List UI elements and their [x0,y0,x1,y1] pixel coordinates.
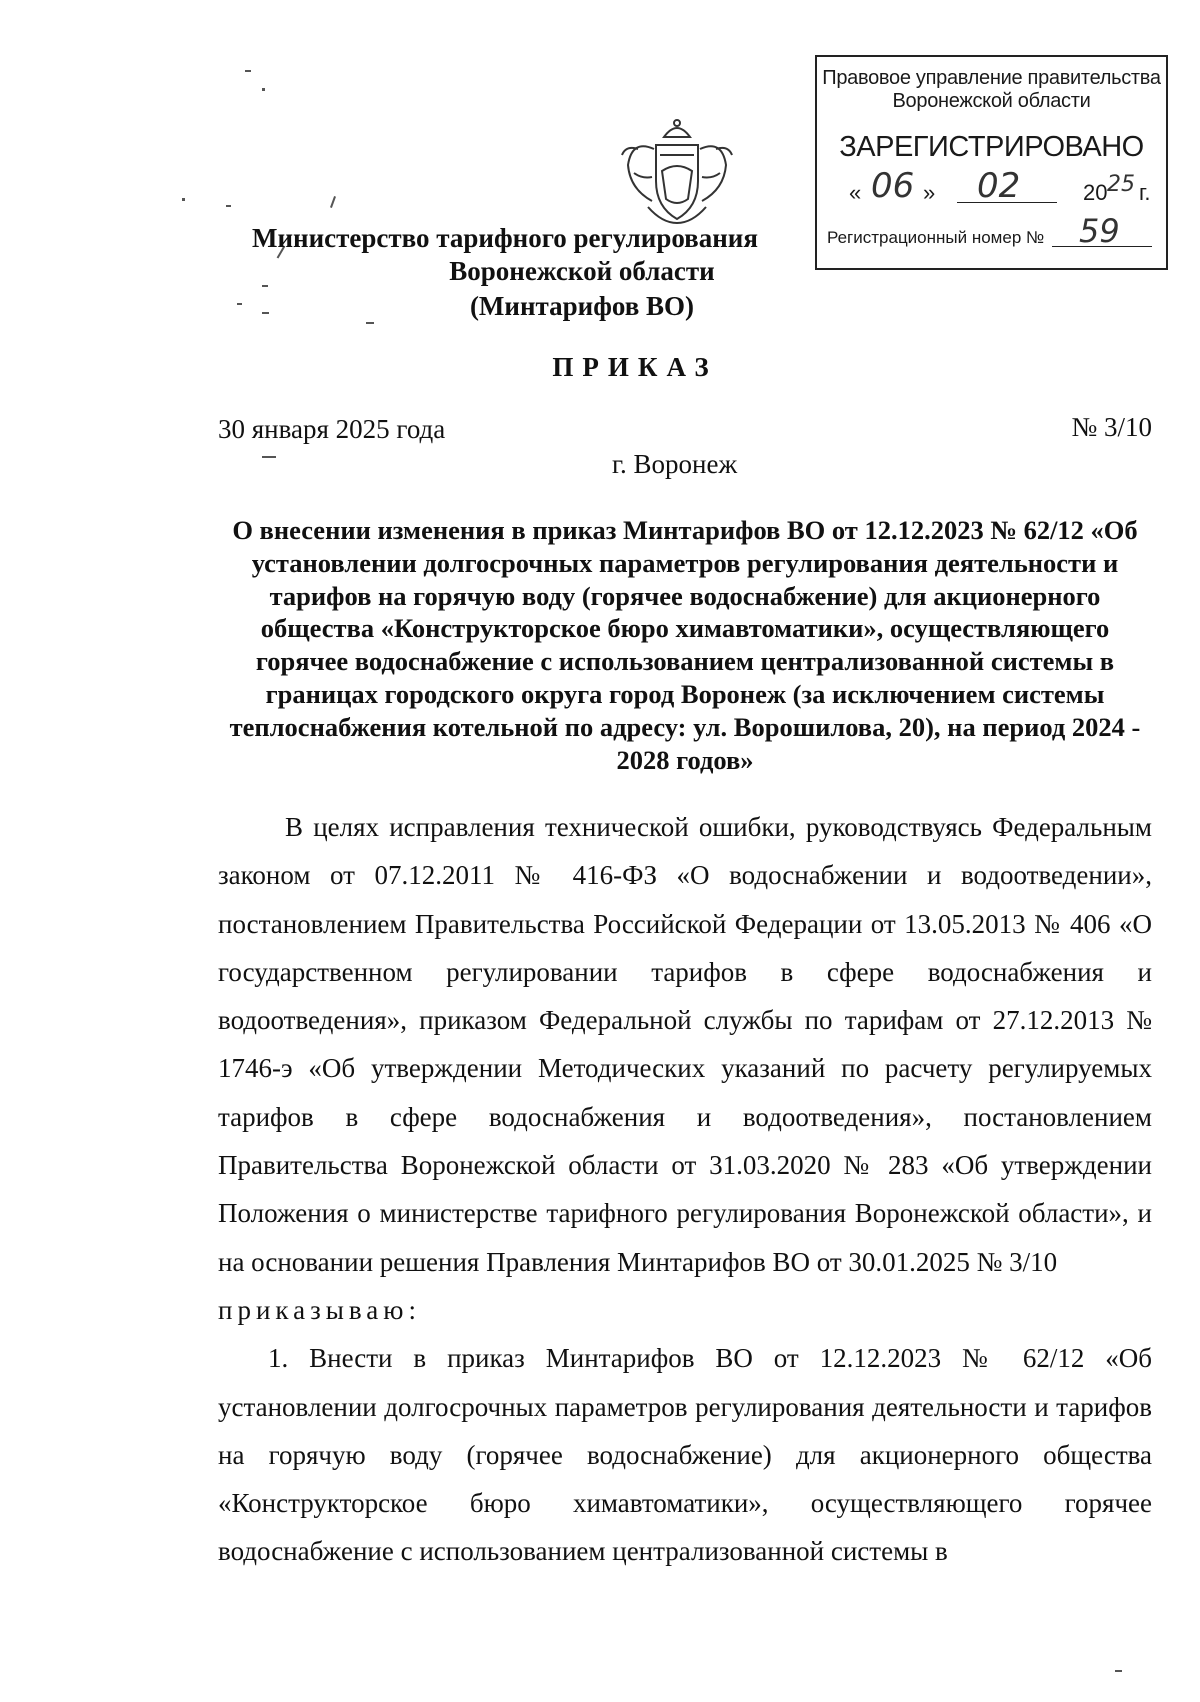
stamp-quote-close: » [923,180,936,205]
order-item-1: 1. Внести в приказ Минтарифов ВО от 12.12.2023 № 62/12 «Об установлении долгосрочных параметров регулирования деятельности и тарифов на горячую воду (горячее водоснабжение) для акционерного общества «Конструкторское бюро химавтоматики», осуществляющего горячее водоснабжение с использованием централизованной системы в [218,1343,1152,1567]
stamp-year-suffix: г. [1139,180,1151,205]
org-name-line2: Воронежской области [449,256,715,286]
document-title: О внесении изменения в приказ Минтарифов ВО от 12.12.2023 № 62/12 «Об установлении долгосрочных параметров регулирования деятельности и тарифов на горячую воду (горячее водоснабжение) для акционерного общества «Конструкторское бюро химавтоматики», осуществляющего горячее водоснабжение с использованием централизованной системы в границах городского округа город Воронеж (за исключением системы теплоснабжения котельной по адресу: ул. Ворошилова, 20), на период 2024 - 2028 годов» [229,515,1141,775]
org-short-name: (Минтарифов ВО) [469,291,695,321]
scan-speck [1115,1670,1122,1672]
stamp-month-handwritten: 02 [977,166,1021,206]
document-city: г. Воронеж [612,449,738,479]
scan-speck [226,205,231,207]
document-type: ПРИКАЗ [552,352,718,382]
scan-speck [262,88,265,91]
stamp-day-handwritten: 06 [871,166,915,206]
document-body [218,803,1152,1576]
order-word: приказываю: [218,1294,421,1325]
stamp-authority-line2: Воронежской области [892,90,1091,112]
scan-speck [182,198,185,201]
coat-of-arms-icon [618,115,736,227]
stamp-year-handwritten: 25 [1107,172,1135,197]
org-name-line1: Министерство тарифного регулирования [252,223,758,253]
stamp-reg-number-label: Регистрационный номер № [827,228,1045,247]
stamp-quote-open: « [849,180,862,205]
document-number: № 3/10 [1071,412,1152,442]
stamp-reg-number-handwritten: 59 [1079,212,1120,250]
scan-speck [245,70,251,72]
scan-speck [330,196,336,208]
scan-speck [262,456,276,458]
stamp-date [839,166,1151,208]
stamp-registered-label: ЗАРЕГИСТРИРОВАНО [839,131,1144,163]
stamp-authority-line1: Правовое управление правительства [822,67,1161,89]
stamp-year-prefix: 20 [1083,180,1108,205]
preamble-paragraph: В целях исправления технической ошибки, руководствуясь Федеральным законом от 07.12.2011 № 416-ФЗ «О водоснабжении и водоотведении», постановлением Правительства Российской Федерации от 13.05.2013 № 406 «О государственном регулировании тарифов в сфере водоснабжения и водоотведения», приказом Федеральной службы по тарифам от 27.12.2013 № 1746-э «Об утверждении Методических указаний по расчету регулируемых тарифов в сфере водоснабжения и водоотведения», постановлением Правительства Воронежской области от 31.03.2020 № 283 «Об утверждении Положения о министерстве тарифного регулирования Воронежской области», и на основании решения Правления Минтарифов ВО от 30.01.2025 № 3/10 [218,812,1152,1277]
document-date: 30 января 2025 года [218,414,446,444]
